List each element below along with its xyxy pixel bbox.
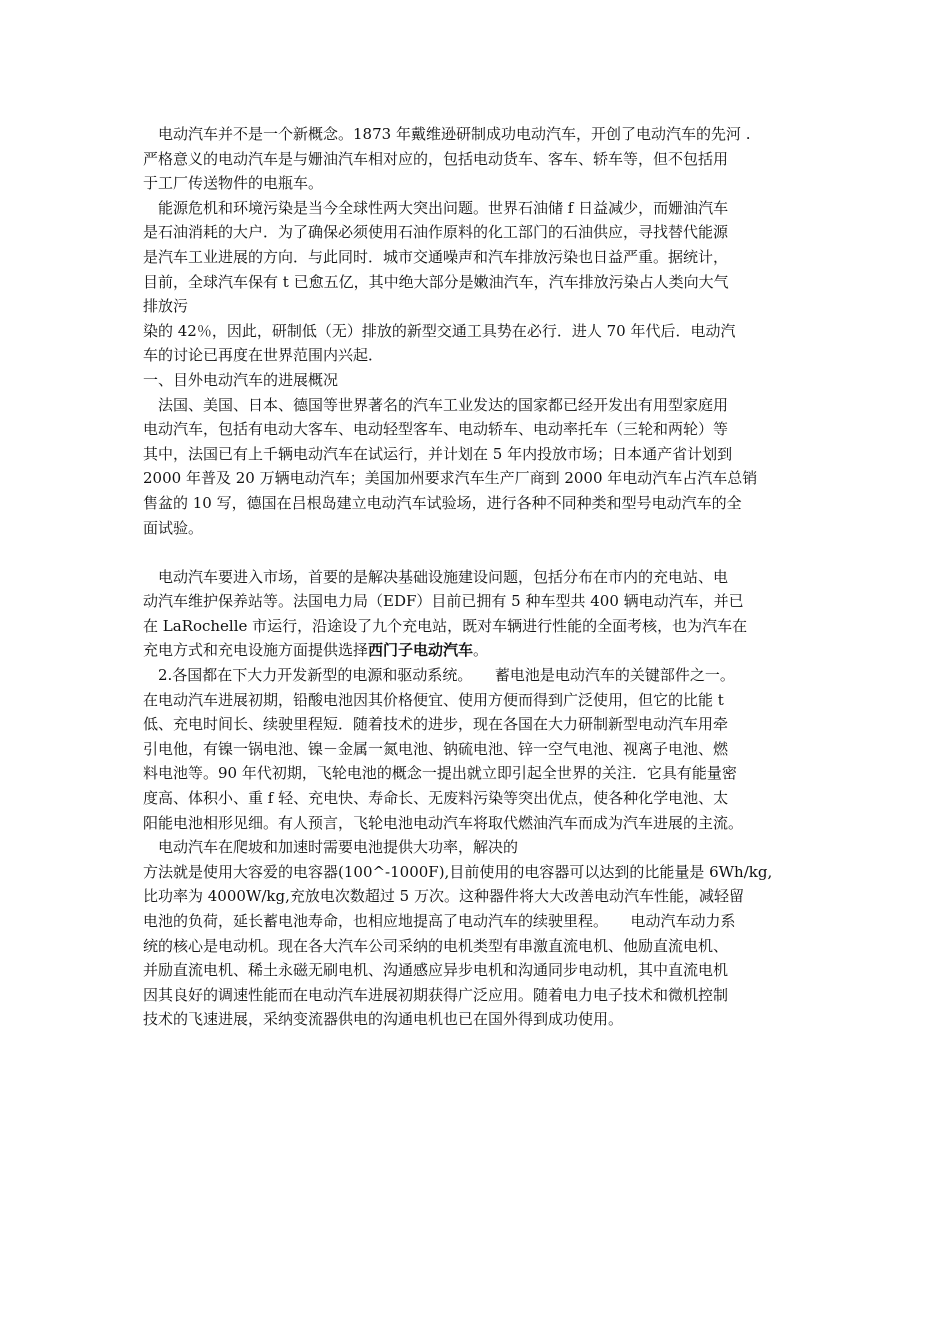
- text-line-9: 染的 42％，因此，研制低（无）排放的新型交通工具势在必行．进人 70 年代后．电动汽: [143, 321, 736, 340]
- text-line-6: 是汽车工业进展的方向．与此同时．城市交通噪声和汽车排放污染也日益严重。据统计，: [143, 247, 729, 266]
- text-line-4: 能源危机和环境污染是当今全球性两大突出问题。世界石油储 f 日益减少，而姗油汽车: [143, 198, 729, 217]
- text-line-1: 电动汽车并不是一个新概念。1873 年戴维逊研制成功电动汽车，开创了电动汽车的先河 .: [143, 125, 751, 143]
- text-line-24: 在电动汽车进展初期，铅酸电池因其价格便宜、使用方便而得到广泛使用，但它的比能 t: [143, 690, 724, 709]
- blank-line: [143, 540, 813, 565]
- text-line-31: 方法就是使用大容爱的电容器(100^-1000F),目前使用的电容器可以达到的比能量是 6Wh/kg,: [143, 862, 773, 881]
- text-line-36: 因其良好的调速性能而在电动汽车进展初期获得广泛应用。随着电力电子技术和微机控制: [143, 985, 729, 1004]
- text-line-20: 动汽车维护保养站等。法国电力局（EDF）目前已拥有 5 种车型共 400 辆电动汽车，并已: [143, 592, 744, 611]
- text-line-21: 在 LaRochelle 市运行，沿途设了九个充电站，既对车辆进行性能的全面考核，也为汽车在: [143, 616, 748, 635]
- text-line-5: 是石油消耗的大户．为了确保必须使用石油作原料的化工部门的石油供应，寻找替代能源: [143, 223, 729, 242]
- text-line-17: 面试验。: [143, 518, 204, 537]
- text-line-8: 排放污: [143, 297, 189, 316]
- text-line-13: 电动汽车，包括有电动大客车、电动轻型客车、电动轿车、电动率托车（三轮和两轮）等: [143, 420, 729, 439]
- text-line-14: 其中，法国已有上千辆电动汽车在试运行，并计划在 5 年内投放市场；日本通产省计划到: [143, 444, 733, 463]
- text-line-34: 统的核心是电动机。现在各大汽车公司采纳的电机类型有串激直流电机、他励直流电机、: [143, 936, 729, 955]
- text-line-33: 电池的负荷，延长蓄电池寿命，也相应地提高了电动汽车的续驶里程。 电动汽车动力系: [143, 912, 736, 930]
- text-line-2: 严格意义的电动汽车是与姗油汽车相对应的，包括电动货车、客车、轿车等，但不包括用: [143, 149, 729, 168]
- text-line-10: 车的讨论已再度在世界范围内兴起．: [143, 346, 384, 365]
- text-line-15: 2000 年普及 20 万辆电动汽车；美国加州要求汽车生产厂商到 2000 年电动汽车占汽车总销: [143, 469, 758, 488]
- document-page: [143, 122, 813, 1032]
- text-line-30: 电动汽车在爬坡和加速时需要电池提供大功率，解决的: [143, 838, 519, 857]
- text-line-32: 比功率为 4000W/kg,充放电次数超过 5 万次。这种器件将大大改善电动汽车性能，减轻留: [143, 887, 744, 906]
- bold-suffix: 。: [473, 641, 489, 660]
- text-line-23: 2.各国都在下大力开发新型的电源和驱动系统。 蓄电池是电动汽车的关键部件之一。: [143, 666, 735, 685]
- text-line-7: 目前，全球汽车保有 t 已愈五亿，其中绝大部分是嫩油汽车，汽车排放污染占人类向大气: [143, 272, 729, 291]
- text-line-22-body: 充电方式和充电设施方面提供选择: [143, 641, 369, 660]
- text-line-25: 低、充电时间长、续驶里程短．随着技术的进步，现在各国在大力研制新型电动汽车用牵: [143, 715, 729, 734]
- text-line-12: 法国、美国、日本、德国等世界著名的汽车工业发达的国家都已经开发出有用型家庭用: [143, 395, 729, 414]
- text-line-28: 度高、体积小、重 f 轻、充电快、寿命长、无废料污染等突出优点，使各种化学电池、太: [143, 789, 729, 808]
- text-line-16: 售盆的 10 写，德国在吕根岛建立电动汽车试验场，进行各种不同种类和型号电动汽车的全: [143, 493, 742, 512]
- text-line-27: 料电池等。90 年代初期，飞轮电池的概念一提出就立即引起全世界的关注．它具有能量密: [143, 764, 737, 783]
- text-line-26: 引电他，有镍一锅电池、镍－金属一氮电池、钠硫电池、锌一空气电池、视离子电池、燃: [143, 739, 729, 758]
- text-line-37: 技术的飞速进展，采纳变流器供电的沟通电机也已在国外得到成功使用。: [143, 1010, 624, 1029]
- bold-phrase: 西门子电动汽车: [368, 641, 474, 660]
- text-line-19: 电动汽车要进入市场，首要的是解决基础设施建设问题，包括分布在市内的充电站、电: [143, 567, 729, 586]
- text-line-22: [143, 638, 813, 663]
- section-heading: 一、目外电动汽车的进展概况: [143, 370, 339, 389]
- text-line-35: 并励直流电机、稀土永磁无刷电机、沟通感应异步电机和沟通同步电动机，其中直流电机: [143, 961, 729, 980]
- text-line-3: 于工厂传送物件的电瓶车。: [143, 174, 324, 193]
- text-line-29: 阳能电池相形见细。有人预言，飞轮电池电动汽车将取代燃油汽车而成为汽车进展的主流。: [143, 813, 744, 832]
